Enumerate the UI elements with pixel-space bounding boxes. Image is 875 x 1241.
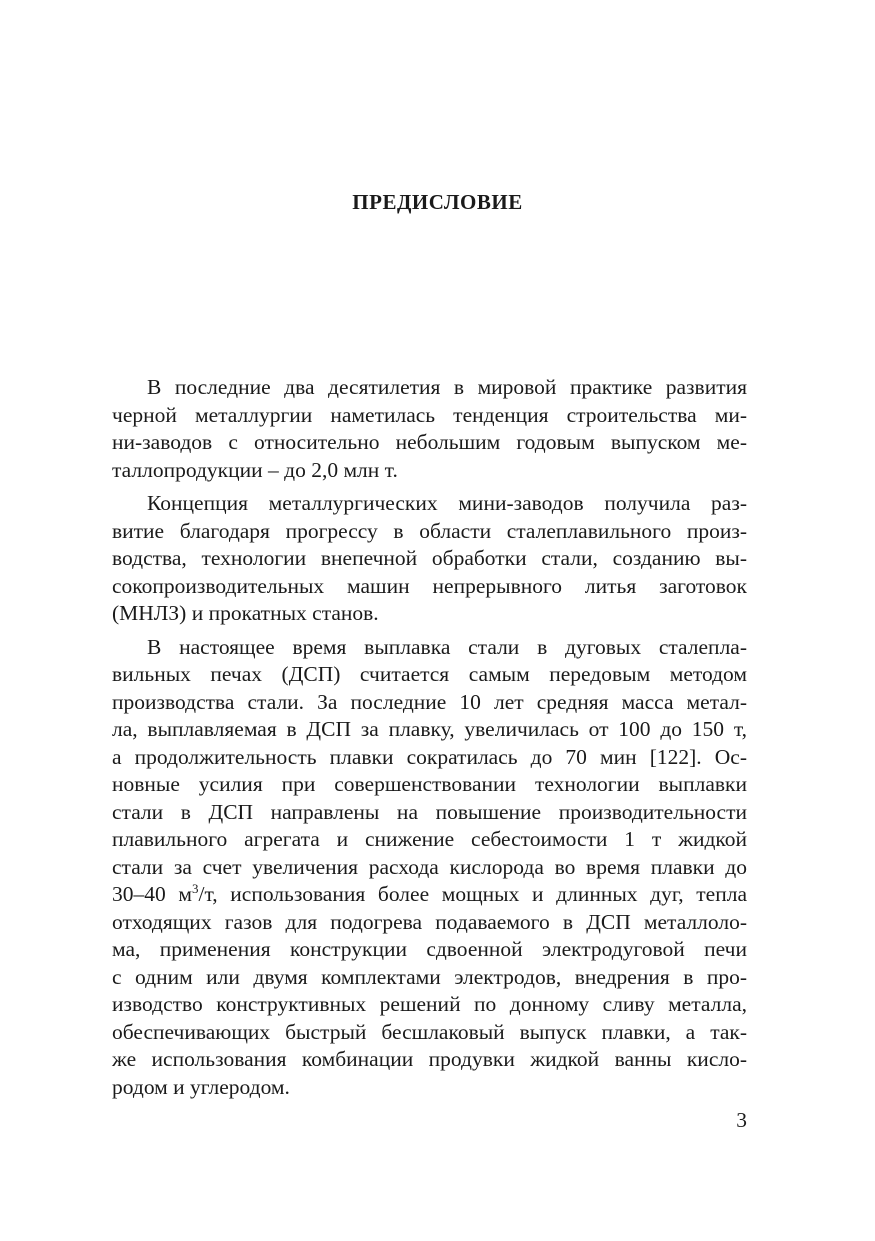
text-line: В настоящее время выплавка стали в дуговых сталепла-: [147, 634, 747, 659]
text-line: стали за счет увеличения расхода кислорода во время плавки до: [112, 854, 747, 879]
text-line: таллопродукции – до 2,0 млн т.: [112, 457, 398, 482]
text-line: ма, применения конструкции сдвоенной электродуговой печи: [112, 937, 747, 961]
text-line: водства, технологии внепечной обработки стали, созданию вы-: [112, 546, 747, 570]
text-line: стали в ДСП направлены на повышение производительности: [112, 799, 747, 824]
text-line: изводство конструктивных решений по донному сливу металла,: [112, 992, 747, 1016]
text-line: сокопроизводительных машин непрерывного литья заготовок: [112, 573, 747, 598]
text-line: родом и углеродом.: [112, 1074, 290, 1099]
text-line: витие благодаря прогрессу в области сталеплавильного произ-: [112, 518, 747, 543]
text-line: Концепция металлургических мини-заводов получила раз-: [147, 491, 747, 515]
text-line: (МНЛЗ) и прокатных станов.: [112, 601, 379, 625]
text-line: ни-заводов с относительно небольшим годовым выпуском ме-: [112, 430, 747, 454]
text-line: новные усилия при совершенствовании технологии выплавки: [112, 772, 747, 796]
text-segment: 30–40 м: [112, 882, 192, 906]
text-line: а продолжительность плавки сократилась до 70 мин [122]. Ос-: [112, 744, 747, 769]
text-line: вильных печах (ДСП) считается самым передовым методом: [112, 662, 747, 686]
page-number: 3: [736, 1108, 747, 1132]
text-line: обеспечивающих быстрый бесшлаковый выпуск плавки, а так-: [112, 1019, 747, 1044]
text-segment: /т, использования более мощных и длинных дуг, тепла: [198, 882, 747, 906]
paragraph: [112, 374, 747, 484]
text-line: черной металлургии наметилась тенденция строительства ми-: [112, 402, 747, 427]
body-text: [112, 374, 747, 1107]
text-line: плавильного агрегата и снижение себестоимости 1 т жидкой: [112, 827, 747, 851]
text-line: ла, выплавляемая в ДСП за плавку, увеличилась от 100 до 150 т,: [112, 717, 747, 741]
paragraph: [112, 634, 747, 1102]
page-title: ПРЕДИСЛОВИЕ: [352, 190, 523, 214]
superscript: 3: [192, 880, 199, 896]
text-line: же использования комбинации продувки жидкой ванны кисло-: [112, 1047, 747, 1071]
text-line: с одним или двумя комплектами электродов, внедрения в про-: [112, 964, 747, 989]
paragraph: [112, 490, 747, 628]
text-line: [112, 881, 747, 909]
text-line: производства стали. За последние 10 лет средняя масса метал-: [112, 689, 747, 714]
text-line: В последние два десятилетия в мировой практике развития: [147, 375, 747, 399]
text-line: отходящих газов для подогрева подаваемого в ДСП металлоло-: [112, 909, 747, 934]
